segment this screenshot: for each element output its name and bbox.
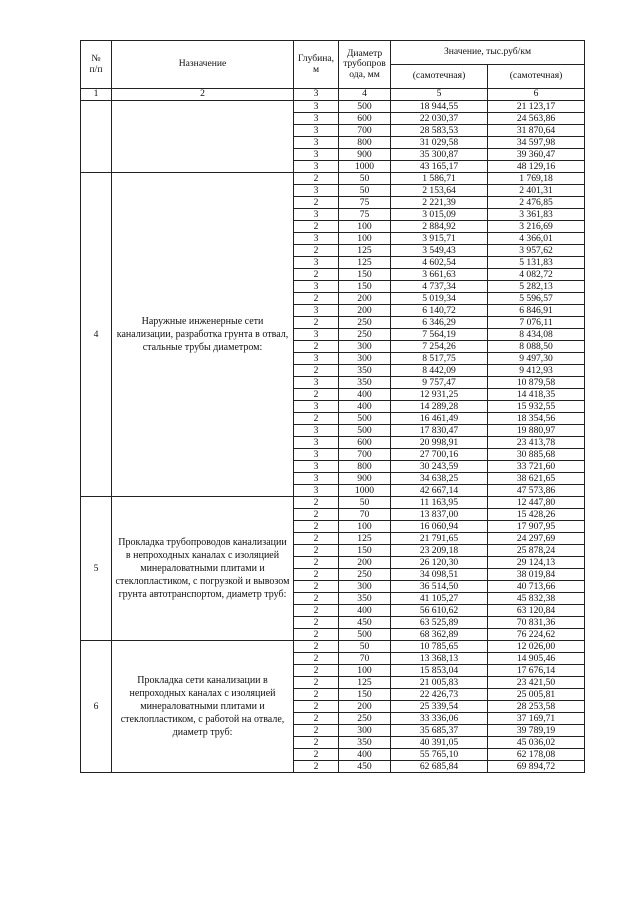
value-col5-cell: 3 549,43 — [391, 245, 488, 257]
value-col5-cell: 36 514,50 — [391, 581, 488, 593]
diameter-cell: 400 — [339, 749, 391, 761]
value-col6-cell: 23 413,78 — [488, 437, 585, 449]
value-col6-cell: 17 676,14 — [488, 665, 585, 677]
item-number — [81, 101, 112, 173]
diameter-cell: 600 — [339, 437, 391, 449]
value-col6-cell: 39 360,47 — [488, 149, 585, 161]
value-col5-cell: 4 602,54 — [391, 257, 488, 269]
depth-cell: 2 — [294, 689, 339, 701]
value-col6-cell: 12 447,80 — [488, 497, 585, 509]
depth-cell: 2 — [294, 221, 339, 233]
diameter-cell: 50 — [339, 185, 391, 197]
depth-cell: 3 — [294, 125, 339, 137]
value-col5-cell: 12 931,25 — [391, 389, 488, 401]
diameter-cell: 125 — [339, 257, 391, 269]
diameter-cell: 300 — [339, 581, 391, 593]
header-col5: (самотечная) — [391, 65, 488, 89]
value-col5-cell: 6 140,72 — [391, 305, 488, 317]
diameter-cell: 300 — [339, 725, 391, 737]
value-col5-cell: 30 243,59 — [391, 461, 488, 473]
col-number: 4 — [339, 89, 391, 101]
diameter-cell: 125 — [339, 677, 391, 689]
table-body — [81, 101, 585, 773]
value-col6-cell: 28 253,58 — [488, 701, 585, 713]
item-number: 5 — [81, 497, 112, 641]
depth-cell: 2 — [294, 677, 339, 689]
item-purpose: Наружные инженерные сети канализации, разработка грунта в отвал, стальные трубы диаметром: — [112, 173, 294, 497]
value-col6-cell: 17 907,95 — [488, 521, 585, 533]
value-col5-cell: 11 163,95 — [391, 497, 488, 509]
diameter-cell: 1000 — [339, 161, 391, 173]
value-col6-cell: 45 036,02 — [488, 737, 585, 749]
value-col6-cell: 37 169,71 — [488, 713, 585, 725]
diameter-cell: 150 — [339, 689, 391, 701]
depth-cell: 3 — [294, 425, 339, 437]
diameter-cell: 150 — [339, 281, 391, 293]
depth-cell: 2 — [294, 521, 339, 533]
value-col5-cell: 1 586,71 — [391, 173, 488, 185]
value-col5-cell: 13 837,00 — [391, 509, 488, 521]
value-col6-cell: 8 088,50 — [488, 341, 585, 353]
value-col6-cell: 62 178,08 — [488, 749, 585, 761]
depth-cell: 2 — [294, 749, 339, 761]
value-col6-cell: 40 713,66 — [488, 581, 585, 593]
diameter-cell: 200 — [339, 701, 391, 713]
value-col6-cell: 33 721,60 — [488, 461, 585, 473]
depth-cell: 2 — [294, 557, 339, 569]
depth-cell: 3 — [294, 449, 339, 461]
value-col5-cell: 8 442,09 — [391, 365, 488, 377]
header-row-1 — [81, 41, 585, 65]
depth-cell: 3 — [294, 437, 339, 449]
depth-cell: 2 — [294, 581, 339, 593]
depth-cell: 3 — [294, 185, 339, 197]
value-col5-cell: 43 165,17 — [391, 161, 488, 173]
depth-cell: 2 — [294, 725, 339, 737]
depth-cell: 3 — [294, 485, 339, 497]
value-col5-cell: 33 336,06 — [391, 713, 488, 725]
depth-cell: 3 — [294, 137, 339, 149]
value-col6-cell: 19 880,97 — [488, 425, 585, 437]
value-col6-cell: 5 131,83 — [488, 257, 585, 269]
value-col6-cell: 15 428,26 — [488, 509, 585, 521]
depth-cell: 2 — [294, 713, 339, 725]
diameter-cell: 200 — [339, 305, 391, 317]
depth-cell: 3 — [294, 329, 339, 341]
value-col5-cell: 63 525,89 — [391, 617, 488, 629]
diameter-cell: 50 — [339, 497, 391, 509]
depth-cell: 2 — [294, 701, 339, 713]
diameter-cell: 500 — [339, 425, 391, 437]
value-col5-cell: 7 254,26 — [391, 341, 488, 353]
table-row — [81, 173, 585, 185]
col-number: 2 — [112, 89, 294, 101]
diameter-cell: 200 — [339, 557, 391, 569]
diameter-cell: 250 — [339, 329, 391, 341]
value-col5-cell: 18 944,55 — [391, 101, 488, 113]
value-col6-cell: 7 076,11 — [488, 317, 585, 329]
value-col5-cell: 17 830,47 — [391, 425, 488, 437]
header-col6: (самотечная) — [488, 65, 585, 89]
value-col5-cell: 16 060,94 — [391, 521, 488, 533]
value-col6-cell: 21 123,17 — [488, 101, 585, 113]
value-col5-cell: 40 391,05 — [391, 737, 488, 749]
depth-cell: 2 — [294, 545, 339, 557]
depth-cell: 3 — [294, 113, 339, 125]
value-col5-cell: 34 638,25 — [391, 473, 488, 485]
item-number: 6 — [81, 641, 112, 773]
depth-cell: 2 — [294, 413, 339, 425]
value-col6-cell: 3 361,83 — [488, 209, 585, 221]
diameter-cell: 250 — [339, 317, 391, 329]
value-col5-cell: 28 583,53 — [391, 125, 488, 137]
value-col6-cell: 70 831,36 — [488, 617, 585, 629]
value-col5-cell: 15 853,04 — [391, 665, 488, 677]
depth-cell: 3 — [294, 401, 339, 413]
value-col5-cell: 2 221,39 — [391, 197, 488, 209]
value-col6-cell: 14 905,46 — [488, 653, 585, 665]
depth-cell: 3 — [294, 209, 339, 221]
diameter-cell: 450 — [339, 617, 391, 629]
value-col5-cell: 26 120,30 — [391, 557, 488, 569]
depth-cell: 2 — [294, 617, 339, 629]
depth-cell: 3 — [294, 101, 339, 113]
value-col6-cell: 34 597,98 — [488, 137, 585, 149]
depth-cell: 3 — [294, 257, 339, 269]
depth-cell: 2 — [294, 641, 339, 653]
value-col5-cell: 2 884,92 — [391, 221, 488, 233]
table-row — [81, 497, 585, 509]
diameter-cell: 300 — [339, 341, 391, 353]
value-col6-cell: 2 476,85 — [488, 197, 585, 209]
table-row — [81, 101, 585, 113]
diameter-cell: 800 — [339, 461, 391, 473]
value-col6-cell: 38 621,65 — [488, 473, 585, 485]
value-col5-cell: 14 289,28 — [391, 401, 488, 413]
diameter-cell: 250 — [339, 713, 391, 725]
value-col5-cell: 20 998,91 — [391, 437, 488, 449]
column-numbers-row — [81, 89, 585, 101]
diameter-cell: 50 — [339, 173, 391, 185]
header-diameter: Диаметр трубопров ода, мм — [339, 41, 391, 89]
depth-cell: 2 — [294, 245, 339, 257]
depth-cell: 2 — [294, 653, 339, 665]
value-col6-cell: 45 832,38 — [488, 593, 585, 605]
item-purpose — [112, 101, 294, 173]
value-col5-cell: 42 667,14 — [391, 485, 488, 497]
diameter-cell: 400 — [339, 389, 391, 401]
depth-cell: 2 — [294, 173, 339, 185]
value-col5-cell: 8 517,75 — [391, 353, 488, 365]
value-col6-cell: 29 124,13 — [488, 557, 585, 569]
depth-cell: 2 — [294, 317, 339, 329]
diameter-cell: 1000 — [339, 485, 391, 497]
depth-cell: 3 — [294, 149, 339, 161]
diameter-cell: 350 — [339, 365, 391, 377]
value-col6-cell: 12 026,00 — [488, 641, 585, 653]
diameter-cell: 700 — [339, 449, 391, 461]
value-col5-cell: 4 737,34 — [391, 281, 488, 293]
value-col6-cell: 15 932,55 — [488, 401, 585, 413]
diameter-cell: 400 — [339, 401, 391, 413]
depth-cell: 2 — [294, 497, 339, 509]
item-number: 4 — [81, 173, 112, 497]
depth-cell: 2 — [294, 665, 339, 677]
value-col6-cell: 14 418,35 — [488, 389, 585, 401]
value-col6-cell: 25 878,24 — [488, 545, 585, 557]
value-col6-cell: 76 224,62 — [488, 629, 585, 641]
depth-cell: 2 — [294, 509, 339, 521]
value-col5-cell: 62 685,84 — [391, 761, 488, 773]
value-col6-cell: 47 573,86 — [488, 485, 585, 497]
diameter-cell: 100 — [339, 221, 391, 233]
value-col6-cell: 23 421,50 — [488, 677, 585, 689]
depth-cell: 2 — [294, 533, 339, 545]
depth-cell: 2 — [294, 629, 339, 641]
value-col6-cell: 3 957,62 — [488, 245, 585, 257]
value-col6-cell: 63 120,84 — [488, 605, 585, 617]
value-col6-cell: 5 282,13 — [488, 281, 585, 293]
diameter-cell: 600 — [339, 113, 391, 125]
diameter-cell: 150 — [339, 269, 391, 281]
value-col6-cell: 3 216,69 — [488, 221, 585, 233]
diameter-cell: 200 — [339, 293, 391, 305]
value-col6-cell: 31 870,64 — [488, 125, 585, 137]
depth-cell: 2 — [294, 389, 339, 401]
value-col5-cell: 41 105,27 — [391, 593, 488, 605]
diameter-cell: 300 — [339, 353, 391, 365]
diameter-cell: 400 — [339, 605, 391, 617]
value-col5-cell: 3 915,71 — [391, 233, 488, 245]
diameter-cell: 100 — [339, 233, 391, 245]
depth-cell: 2 — [294, 593, 339, 605]
depth-cell: 2 — [294, 269, 339, 281]
value-col5-cell: 35 300,87 — [391, 149, 488, 161]
value-col6-cell: 24 297,69 — [488, 533, 585, 545]
diameter-cell: 50 — [339, 641, 391, 653]
diameter-cell: 100 — [339, 665, 391, 677]
value-col6-cell: 9 412,93 — [488, 365, 585, 377]
value-col5-cell: 22 426,73 — [391, 689, 488, 701]
header-value: Значение, тыс.руб/км — [391, 41, 585, 65]
diameter-cell: 75 — [339, 197, 391, 209]
item-purpose: Прокладка трубопроводов канализации в непроходных каналах с изоляцией минераловатными плитами и стеклопластиком, с погрузкой и вывозом грунта автотранспортом, диаметр труб: — [112, 497, 294, 641]
value-col6-cell: 48 129,16 — [488, 161, 585, 173]
value-col6-cell: 30 885,68 — [488, 449, 585, 461]
depth-cell: 3 — [294, 233, 339, 245]
value-col5-cell: 10 785,65 — [391, 641, 488, 653]
value-col5-cell: 16 461,49 — [391, 413, 488, 425]
value-col6-cell: 4 366,01 — [488, 233, 585, 245]
diameter-cell: 150 — [339, 545, 391, 557]
diameter-cell: 100 — [339, 521, 391, 533]
value-col5-cell: 35 685,37 — [391, 725, 488, 737]
value-col5-cell: 31 029,58 — [391, 137, 488, 149]
value-col6-cell: 39 789,19 — [488, 725, 585, 737]
depth-cell: 3 — [294, 281, 339, 293]
depth-cell: 2 — [294, 293, 339, 305]
depth-cell: 3 — [294, 161, 339, 173]
value-col5-cell: 21 791,65 — [391, 533, 488, 545]
depth-cell: 2 — [294, 569, 339, 581]
col-number: 5 — [391, 89, 488, 101]
diameter-cell: 500 — [339, 101, 391, 113]
value-col5-cell: 3 661,63 — [391, 269, 488, 281]
value-col5-cell: 3 015,09 — [391, 209, 488, 221]
value-col5-cell: 25 339,54 — [391, 701, 488, 713]
diameter-cell: 75 — [339, 209, 391, 221]
value-col5-cell: 5 019,34 — [391, 293, 488, 305]
col-number: 3 — [294, 89, 339, 101]
value-col5-cell: 23 209,18 — [391, 545, 488, 557]
diameter-cell: 500 — [339, 629, 391, 641]
value-col6-cell: 4 082,72 — [488, 269, 585, 281]
value-col6-cell: 10 879,58 — [488, 377, 585, 389]
diameter-cell: 350 — [339, 593, 391, 605]
value-col5-cell: 2 153,64 — [391, 185, 488, 197]
depth-cell: 3 — [294, 473, 339, 485]
diameter-cell: 900 — [339, 473, 391, 485]
diameter-cell: 70 — [339, 653, 391, 665]
depth-cell: 3 — [294, 377, 339, 389]
value-col6-cell: 2 401,31 — [488, 185, 585, 197]
value-col6-cell: 9 497,30 — [488, 353, 585, 365]
value-col6-cell: 69 894,72 — [488, 761, 585, 773]
diameter-cell: 450 — [339, 761, 391, 773]
diameter-cell: 350 — [339, 737, 391, 749]
value-col5-cell: 22 030,37 — [391, 113, 488, 125]
diameter-cell: 125 — [339, 533, 391, 545]
depth-cell: 2 — [294, 737, 339, 749]
diameter-cell: 350 — [339, 377, 391, 389]
depth-cell: 2 — [294, 761, 339, 773]
value-col5-cell: 21 005,83 — [391, 677, 488, 689]
depth-cell: 2 — [294, 365, 339, 377]
diameter-cell: 70 — [339, 509, 391, 521]
value-col5-cell: 7 564,19 — [391, 329, 488, 341]
header-purpose: Назначение — [112, 41, 294, 89]
table-row — [81, 641, 585, 653]
depth-cell: 3 — [294, 461, 339, 473]
value-col6-cell: 25 005,81 — [488, 689, 585, 701]
value-col5-cell: 13 368,13 — [391, 653, 488, 665]
diameter-cell: 700 — [339, 125, 391, 137]
value-col5-cell: 55 765,10 — [391, 749, 488, 761]
diameter-cell: 250 — [339, 569, 391, 581]
depth-cell: 3 — [294, 353, 339, 365]
value-col6-cell: 6 846,91 — [488, 305, 585, 317]
col-number: 1 — [81, 89, 112, 101]
item-purpose: Прокладка сети канализации в непроходных каналах с изоляцией минераловатными плитами и стеклопластиком, с работой на отвале, диаметр труб: — [112, 641, 294, 773]
diameter-cell: 500 — [339, 413, 391, 425]
depth-cell: 2 — [294, 605, 339, 617]
col-number: 6 — [488, 89, 585, 101]
header-num: № п/п — [81, 41, 112, 89]
cost-table — [80, 40, 585, 773]
value-col6-cell: 8 434,08 — [488, 329, 585, 341]
value-col5-cell: 56 610,62 — [391, 605, 488, 617]
value-col5-cell: 27 700,16 — [391, 449, 488, 461]
value-col5-cell: 9 757,47 — [391, 377, 488, 389]
depth-cell: 2 — [294, 197, 339, 209]
value-col5-cell: 6 346,29 — [391, 317, 488, 329]
value-col6-cell: 38 019,84 — [488, 569, 585, 581]
diameter-cell: 900 — [339, 149, 391, 161]
value-col6-cell: 5 596,57 — [488, 293, 585, 305]
diameter-cell: 125 — [339, 245, 391, 257]
value-col6-cell: 18 354,56 — [488, 413, 585, 425]
depth-cell: 2 — [294, 341, 339, 353]
diameter-cell: 800 — [339, 137, 391, 149]
value-col6-cell: 1 769,18 — [488, 173, 585, 185]
header-depth: Глубина, м — [294, 41, 339, 89]
value-col5-cell: 68 362,89 — [391, 629, 488, 641]
value-col5-cell: 34 098,51 — [391, 569, 488, 581]
value-col6-cell: 24 563,86 — [488, 113, 585, 125]
depth-cell: 3 — [294, 305, 339, 317]
